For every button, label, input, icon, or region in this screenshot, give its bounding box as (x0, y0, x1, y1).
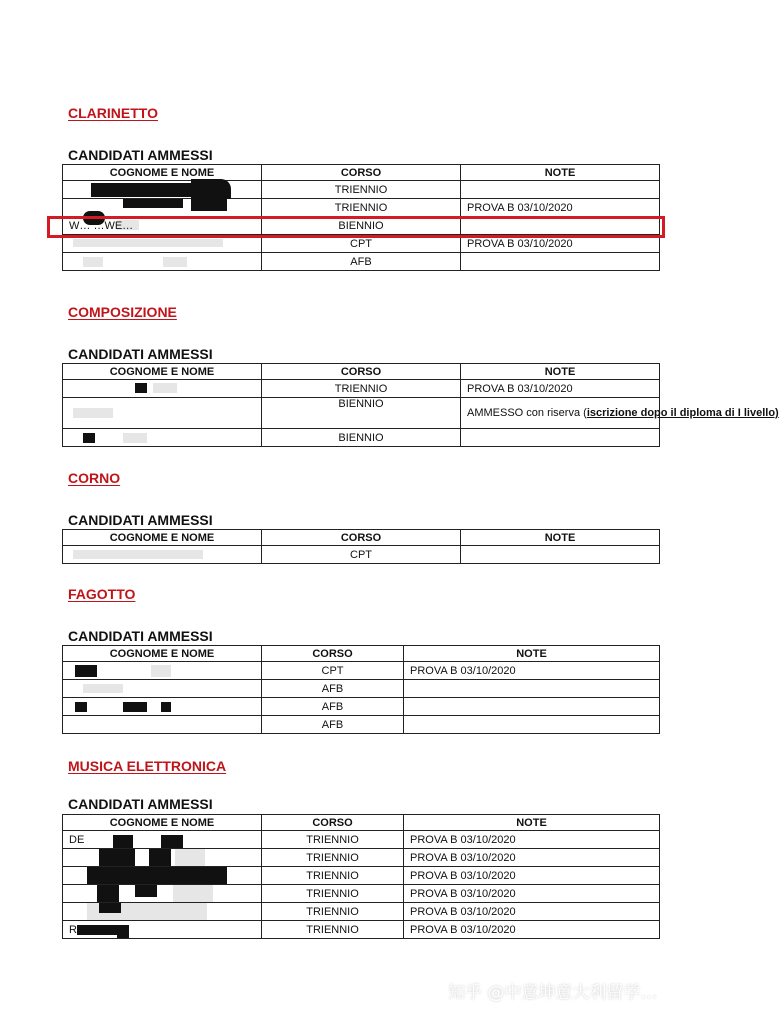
cell-note: PROVA B 03/10/2020 (404, 867, 660, 885)
cell-corso: TRIENNIO (262, 885, 404, 903)
table-header-row (63, 364, 660, 380)
cell-name (63, 867, 262, 885)
section-title-musica-elettronica: MUSICA ELETTRONICA (68, 758, 227, 774)
redaction-block (149, 849, 171, 866)
header-corso: CORSO (262, 364, 461, 380)
cell-name (63, 546, 262, 564)
redaction-blur (83, 257, 103, 267)
cell-note: PROVA B 03/10/2020 (404, 903, 660, 921)
redaction-block (99, 849, 135, 866)
redaction-block (113, 835, 133, 848)
cell-corso: TRIENNIO (262, 199, 461, 217)
redaction-block (87, 867, 227, 884)
cell-note: PROVA B 03/10/2020 (461, 380, 660, 398)
table-composizione (62, 363, 779, 447)
header-name: COGNOME E NOME (63, 815, 262, 831)
cell-corso: AFB (262, 716, 404, 734)
table-row (63, 903, 660, 921)
cell-name (63, 380, 262, 398)
header-note: NOTE (461, 530, 660, 546)
table-header-row (63, 815, 660, 831)
redaction-block (75, 702, 87, 712)
redaction-block (123, 702, 147, 712)
table-row (63, 662, 660, 680)
table-row (63, 181, 660, 199)
cell-corso: TRIENNIO (262, 921, 404, 939)
table-row (63, 698, 660, 716)
cell-corso: AFB (262, 253, 461, 271)
cell-note: PROVA B 03/10/2020 (404, 849, 660, 867)
cell-name (63, 831, 262, 849)
candidati-ammessi-heading: CANDIDATI AMMESSI (68, 628, 213, 644)
cell-note: PROVA B 03/10/2020 (404, 831, 660, 849)
cell-note: PROVA B 03/10/2020 (404, 921, 660, 939)
candidati-ammessi-heading: CANDIDATI AMMESSI (68, 346, 213, 362)
section-title-corno: CORNO (68, 470, 121, 486)
partial-name: R (69, 923, 77, 936)
section-title-composizione: COMPOSIZIONE (68, 304, 177, 320)
redaction-block (135, 885, 157, 897)
redaction-block (83, 433, 95, 443)
redaction-block (191, 199, 227, 211)
cell-note (404, 716, 660, 734)
table-row (63, 546, 660, 564)
partial-name: DE (69, 833, 85, 846)
table-row (63, 199, 660, 217)
header-note: NOTE (404, 646, 660, 662)
cell-note: PROVA B 03/10/2020 (404, 885, 660, 903)
cell-corso: BIENNIO (262, 217, 461, 235)
header-note: NOTE (461, 364, 660, 380)
header-note: NOTE (461, 165, 660, 181)
cell-note (461, 398, 779, 429)
header-name: COGNOME E NOME (63, 530, 262, 546)
redaction-blur (123, 433, 147, 443)
redaction-blur (175, 849, 205, 866)
redaction-block (97, 885, 119, 902)
cell-corso: TRIENNIO (262, 903, 404, 921)
cell-name (63, 903, 262, 921)
redaction-block (75, 665, 97, 677)
redaction-block (91, 183, 191, 197)
table-row (63, 253, 660, 271)
section-title-fagotto: FAGOTTO (68, 586, 136, 602)
redaction-blur (153, 383, 177, 393)
redaction-blur (151, 665, 171, 677)
candidati-ammessi-heading: CANDIDATI AMMESSI (68, 796, 213, 812)
cell-name (63, 680, 262, 698)
cell-name (63, 253, 262, 271)
cell-name (63, 716, 262, 734)
table-row (63, 831, 660, 849)
header-note: NOTE (404, 815, 660, 831)
cell-name (63, 398, 262, 429)
cell-corso: AFB (262, 698, 404, 716)
table-header-row (63, 530, 660, 546)
section-title-clarinetto: CLARINETTO (68, 105, 158, 121)
table-row (63, 716, 660, 734)
table-header-row (63, 165, 660, 181)
cell-note: PROVA B 03/10/2020 (404, 662, 660, 680)
redaction-blur (83, 684, 123, 693)
table-musica-elettronica (62, 814, 660, 939)
cell-name (63, 662, 262, 680)
table-row (63, 885, 660, 903)
redaction-blur (73, 550, 203, 559)
header-name: COGNOME E NOME (63, 646, 262, 662)
table-row (63, 680, 660, 698)
cell-corso: CPT (262, 662, 404, 680)
table-row (63, 398, 660, 429)
table-row (63, 380, 660, 398)
header-corso: CORSO (262, 165, 461, 181)
table-row (63, 849, 660, 867)
table-fagotto (62, 645, 660, 734)
cell-corso: TRIENNIO (262, 867, 404, 885)
cell-name (63, 181, 262, 199)
watermark-text: 知乎 @中意坤意大利留学… (448, 983, 658, 1003)
note-text: AMMESSO con riserva ( (467, 407, 587, 419)
redaction-block (135, 383, 147, 393)
note-underlined-text: iscrizione dopo il diploma di I livello) (586, 407, 779, 419)
cell-name (63, 921, 262, 939)
cell-note (461, 181, 660, 199)
redaction-block (99, 903, 121, 913)
header-corso: CORSO (262, 815, 404, 831)
redaction-block (161, 702, 171, 712)
cell-corso: TRIENNIO (262, 380, 461, 398)
table-corno (62, 529, 660, 564)
cell-corso: BIENNIO (262, 429, 461, 447)
cell-corso: TRIENNIO (262, 849, 404, 867)
table-row (63, 921, 660, 939)
cell-corso: BIENNIO (262, 398, 461, 429)
redaction-blur (73, 408, 113, 418)
cell-name (63, 429, 262, 447)
header-corso: CORSO (262, 646, 404, 662)
cell-note (404, 698, 660, 716)
cell-note (461, 429, 660, 447)
cell-corso: TRIENNIO (262, 181, 461, 199)
redaction-block (161, 835, 183, 848)
table-row (63, 429, 660, 447)
cell-corso: AFB (262, 680, 404, 698)
redaction-block (117, 925, 129, 938)
partial-name: W… …WE… (69, 219, 134, 232)
cell-note: PROVA B 03/10/2020 (461, 235, 660, 253)
table-row (63, 867, 660, 885)
cell-corso: CPT (262, 546, 461, 564)
redaction-block (123, 199, 183, 208)
header-name: COGNOME E NOME (63, 364, 262, 380)
cell-note (461, 253, 660, 271)
cell-note: PROVA B 03/10/2020 (461, 199, 660, 217)
redaction-block (77, 925, 117, 935)
cell-corso: CPT (262, 235, 461, 253)
candidati-ammessi-heading: CANDIDATI AMMESSI (68, 147, 213, 163)
cell-name (63, 885, 262, 903)
cell-name (63, 698, 262, 716)
redaction-blur (73, 239, 223, 247)
redaction-blur (163, 257, 187, 267)
redaction-blur (173, 885, 213, 902)
cell-name (63, 849, 262, 867)
header-name: COGNOME E NOME (63, 165, 262, 181)
cell-corso: TRIENNIO (262, 831, 404, 849)
table-header-row (63, 646, 660, 662)
cell-note (461, 546, 660, 564)
header-corso: CORSO (262, 530, 461, 546)
redaction-block (191, 179, 231, 199)
candidati-ammessi-heading: CANDIDATI AMMESSI (68, 512, 213, 528)
cell-note (404, 680, 660, 698)
highlight-box (47, 216, 665, 238)
